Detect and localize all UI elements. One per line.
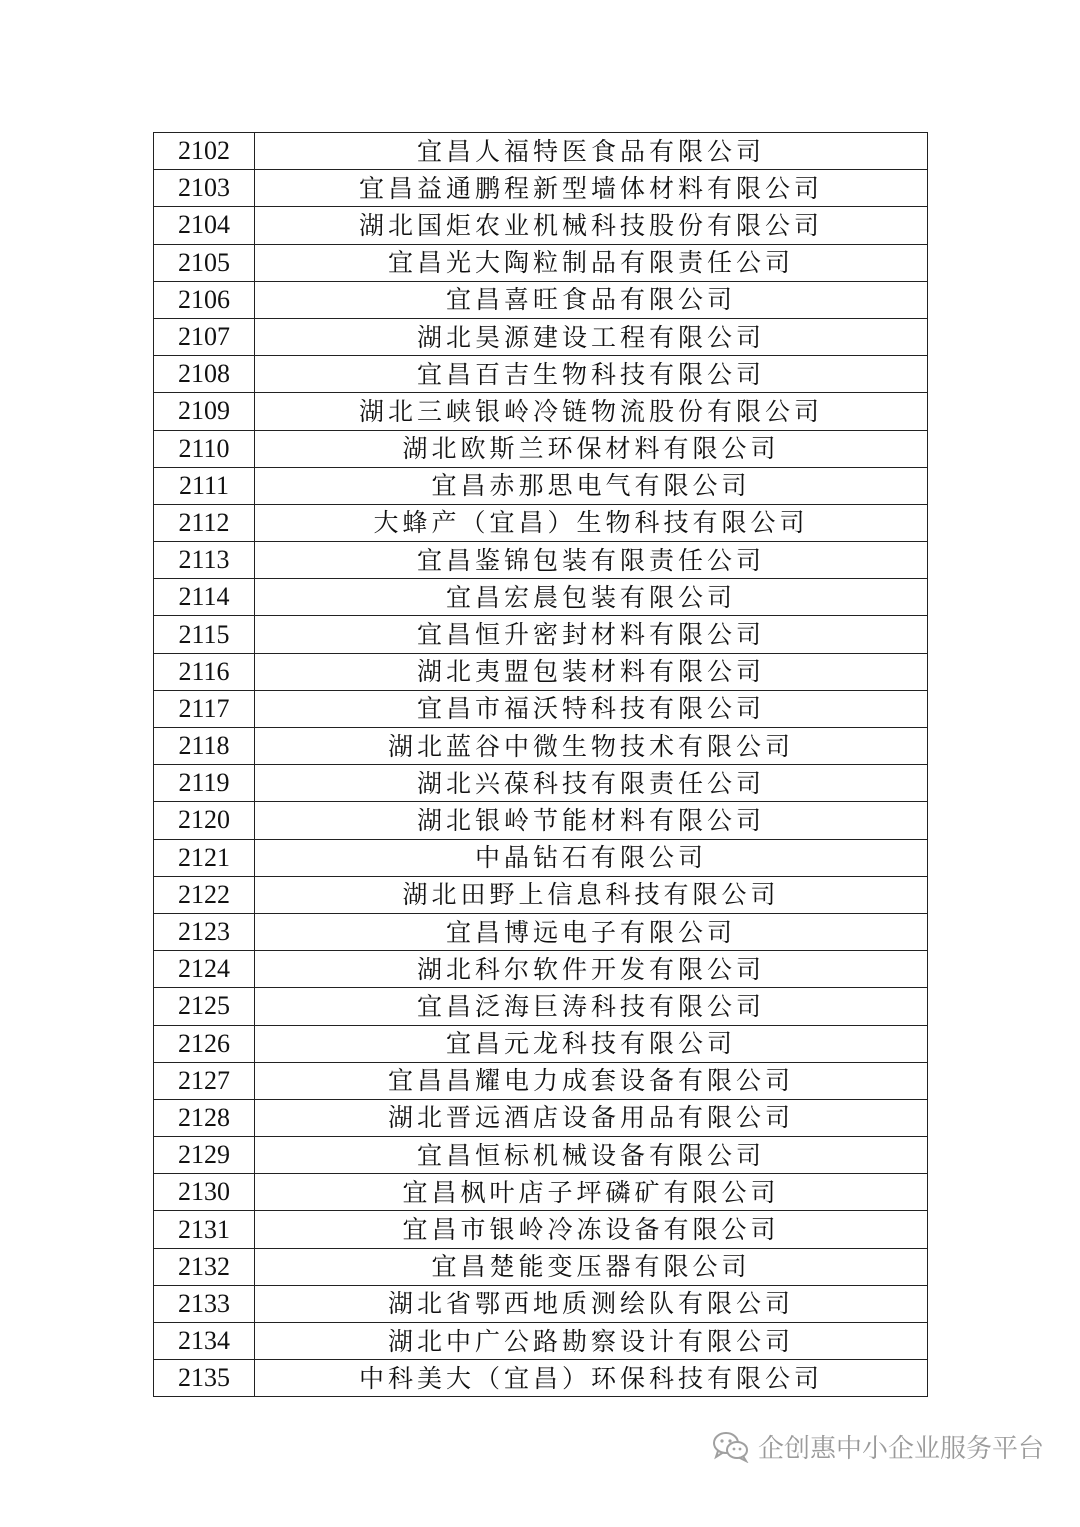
row-number: 2125 bbox=[154, 988, 255, 1025]
company-name: 湖北银岭节能材料有限公司 bbox=[255, 802, 928, 839]
table-row bbox=[154, 1062, 928, 1099]
table-row bbox=[154, 1025, 928, 1062]
company-name: 宜昌喜旺食品有限公司 bbox=[255, 281, 928, 318]
row-number: 2117 bbox=[154, 690, 255, 727]
table-row bbox=[154, 876, 928, 913]
company-name: 湖北兴葆科技有限责任公司 bbox=[255, 765, 928, 802]
row-number: 2131 bbox=[154, 1211, 255, 1248]
row-number: 2104 bbox=[154, 207, 255, 244]
company-name: 湖北蓝谷中微生物技术有限公司 bbox=[255, 728, 928, 765]
table-row bbox=[154, 170, 928, 207]
row-number: 2130 bbox=[154, 1174, 255, 1211]
table-row bbox=[154, 207, 928, 244]
table-row bbox=[154, 616, 928, 653]
watermark bbox=[712, 1428, 1044, 1465]
company-name: 湖北中广公路勘察设计有限公司 bbox=[255, 1323, 928, 1360]
company-name: 宜昌楚能变压器有限公司 bbox=[255, 1248, 928, 1285]
company-name: 宜昌昌耀电力成套设备有限公司 bbox=[255, 1062, 928, 1099]
company-name: 湖北三峡银岭冷链物流股份有限公司 bbox=[255, 393, 928, 430]
company-name: 中科美大（宜昌）环保科技有限公司 bbox=[255, 1360, 928, 1397]
company-name: 宜昌百吉生物科技有限公司 bbox=[255, 356, 928, 393]
row-number: 2132 bbox=[154, 1248, 255, 1285]
row-number: 2116 bbox=[154, 653, 255, 690]
table-row bbox=[154, 244, 928, 281]
company-name: 宜昌宏晨包装有限公司 bbox=[255, 579, 928, 616]
company-name: 宜昌市福沃特科技有限公司 bbox=[255, 690, 928, 727]
company-name: 湖北省鄂西地质测绘队有限公司 bbox=[255, 1285, 928, 1322]
company-name: 湖北晋远酒店设备用品有限公司 bbox=[255, 1099, 928, 1136]
row-number: 2105 bbox=[154, 244, 255, 281]
table-row bbox=[154, 281, 928, 318]
company-name: 宜昌赤那思电气有限公司 bbox=[255, 467, 928, 504]
row-number: 2111 bbox=[154, 467, 255, 504]
table-row bbox=[154, 951, 928, 988]
company-name: 宜昌泛海巨涛科技有限公司 bbox=[255, 988, 928, 1025]
table-row bbox=[154, 430, 928, 467]
watermark-text: 企创惠中小企业服务平台 bbox=[757, 1434, 1044, 1464]
row-number: 2107 bbox=[154, 318, 255, 355]
table-row bbox=[154, 913, 928, 950]
row-number: 2127 bbox=[154, 1062, 255, 1099]
company-name: 宜昌鉴锦包装有限责任公司 bbox=[255, 542, 928, 579]
table-row bbox=[154, 356, 928, 393]
row-number: 2123 bbox=[154, 913, 255, 950]
table-row bbox=[154, 1285, 928, 1322]
table-row bbox=[154, 728, 928, 765]
row-number: 2134 bbox=[154, 1323, 255, 1360]
row-number: 2124 bbox=[154, 951, 255, 988]
row-number: 2122 bbox=[154, 876, 255, 913]
company-name: 宜昌人福特医食品有限公司 bbox=[255, 133, 928, 170]
table-body bbox=[154, 133, 928, 1397]
row-number: 2120 bbox=[154, 802, 255, 839]
row-number: 2119 bbox=[154, 765, 255, 802]
company-name: 湖北夷盟包装材料有限公司 bbox=[255, 653, 928, 690]
company-name: 湖北国炬农业机械科技股份有限公司 bbox=[255, 207, 928, 244]
row-number: 2108 bbox=[154, 356, 255, 393]
table-row bbox=[154, 504, 928, 541]
row-number: 2109 bbox=[154, 393, 255, 430]
row-number: 2129 bbox=[154, 1137, 255, 1174]
row-number: 2106 bbox=[154, 281, 255, 318]
table-row bbox=[154, 690, 928, 727]
row-number: 2121 bbox=[154, 839, 255, 876]
row-number: 2112 bbox=[154, 504, 255, 541]
table-row bbox=[154, 1099, 928, 1136]
row-number: 2113 bbox=[154, 542, 255, 579]
table-row bbox=[154, 542, 928, 579]
table-row bbox=[154, 1248, 928, 1285]
row-number: 2118 bbox=[154, 728, 255, 765]
table-row bbox=[154, 1174, 928, 1211]
table-row bbox=[154, 1323, 928, 1360]
table-row bbox=[154, 467, 928, 504]
table-row bbox=[154, 839, 928, 876]
table-row bbox=[154, 133, 928, 170]
company-name: 宜昌恒升密封材料有限公司 bbox=[255, 616, 928, 653]
table-row bbox=[154, 318, 928, 355]
row-number: 2126 bbox=[154, 1025, 255, 1062]
table-row bbox=[154, 1211, 928, 1248]
company-name: 湖北田野上信息科技有限公司 bbox=[255, 876, 928, 913]
company-name: 湖北欧斯兰环保材料有限公司 bbox=[255, 430, 928, 467]
company-name: 宜昌恒标机械设备有限公司 bbox=[255, 1137, 928, 1174]
company-name: 宜昌枫叶店子坪磷矿有限公司 bbox=[255, 1174, 928, 1211]
row-number: 2115 bbox=[154, 616, 255, 653]
company-name: 中晶钻石有限公司 bbox=[255, 839, 928, 876]
wechat-icon bbox=[712, 1431, 750, 1463]
table-row bbox=[154, 802, 928, 839]
company-name: 宜昌光大陶粒制品有限责任公司 bbox=[255, 244, 928, 281]
table-row bbox=[154, 988, 928, 1025]
row-number: 2133 bbox=[154, 1285, 255, 1322]
row-number: 2103 bbox=[154, 170, 255, 207]
company-name: 湖北科尔软件开发有限公司 bbox=[255, 951, 928, 988]
row-number: 2110 bbox=[154, 430, 255, 467]
company-name: 宜昌益通鹏程新型墙体材料有限公司 bbox=[255, 170, 928, 207]
row-number: 2102 bbox=[154, 133, 255, 170]
row-number: 2128 bbox=[154, 1099, 255, 1136]
company-name: 宜昌博远电子有限公司 bbox=[255, 913, 928, 950]
table-row bbox=[154, 579, 928, 616]
table-row bbox=[154, 653, 928, 690]
row-number: 2135 bbox=[154, 1360, 255, 1397]
company-list-table bbox=[153, 132, 928, 1397]
table-row bbox=[154, 393, 928, 430]
table-row bbox=[154, 765, 928, 802]
table-row bbox=[154, 1137, 928, 1174]
table-row bbox=[154, 1360, 928, 1397]
row-number: 2114 bbox=[154, 579, 255, 616]
company-name: 湖北昊源建设工程有限公司 bbox=[255, 318, 928, 355]
company-name: 宜昌市银岭冷冻设备有限公司 bbox=[255, 1211, 928, 1248]
company-name: 宜昌元龙科技有限公司 bbox=[255, 1025, 928, 1062]
company-name: 大蜂产（宜昌）生物科技有限公司 bbox=[255, 504, 928, 541]
